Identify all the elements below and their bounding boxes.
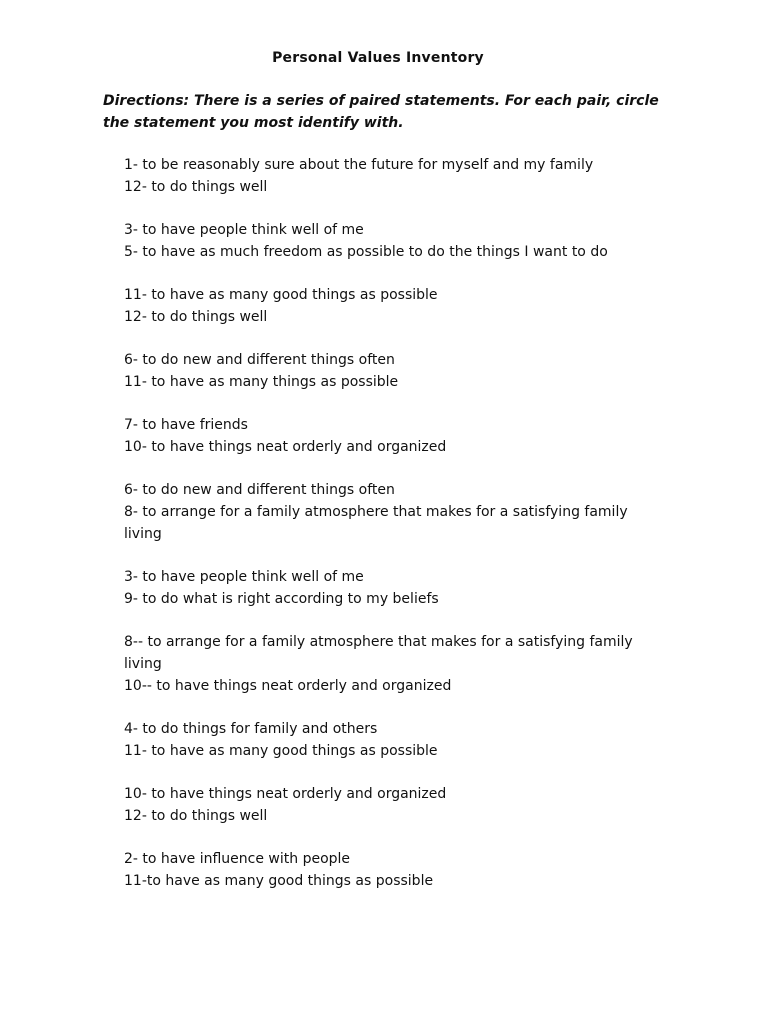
statement-line: 10- to have things neat orderly and organized (124, 439, 447, 455)
statement-line: 8- to arrange for a family atmosphere that makes for a satisfying family living (124, 504, 628, 542)
statement-line: 5- to have as much freedom as possible to do the things I want to do (124, 244, 608, 260)
statement-line: 10-- to have things neat orderly and organized (124, 678, 452, 694)
page-title: Personal Values Inventory (272, 50, 484, 66)
statement-pair (124, 631, 654, 697)
statement-pair (124, 349, 654, 393)
statement-pair (124, 718, 654, 762)
statement-pair (124, 479, 654, 545)
statement-line: 11- to have as many things as possible (124, 374, 399, 390)
statement-line: 7- to have friends (124, 417, 248, 433)
statement-line: 11- to have as many good things as possible (124, 743, 438, 759)
statement-pair (124, 414, 654, 458)
statement-line: 6- to do new and different things often (124, 482, 395, 498)
statement-line: 12- to do things well (124, 808, 268, 824)
statement-line: 8-- to arrange for a family atmosphere that makes for a satisfying family living (124, 634, 633, 672)
statement-line: 1- to be reasonably sure about the future for myself and my family (124, 157, 594, 173)
statement-pair (124, 219, 654, 263)
statement-line: 6- to do new and different things often (124, 352, 395, 368)
statement-line: 10- to have things neat orderly and organized (124, 786, 447, 802)
statement-line: 4- to do things for family and others (124, 721, 378, 737)
statement-line: 12- to do things well (124, 179, 268, 195)
statement-line: 9- to do what is right according to my beliefs (124, 591, 439, 607)
statement-line: 3- to have people think well of me (124, 569, 364, 585)
statement-line: 12- to do things well (124, 309, 268, 325)
statement-pair (124, 154, 654, 198)
statement-pair (124, 783, 654, 827)
statement-line: 2- to have influence with people (124, 851, 351, 867)
statement-pair (124, 566, 654, 610)
statement-pairs-list (124, 154, 654, 913)
statement-line: 11-to have as many good things as possible (124, 873, 434, 889)
statement-pair (124, 284, 654, 328)
directions-text: Directions: There is a series of paired statements. For each pair, circle the statement you most identify with. (103, 93, 659, 131)
statement-line: 11- to have as many good things as possible (124, 287, 438, 303)
statement-line: 3- to have people think well of me (124, 222, 364, 238)
statement-pair (124, 848, 654, 892)
